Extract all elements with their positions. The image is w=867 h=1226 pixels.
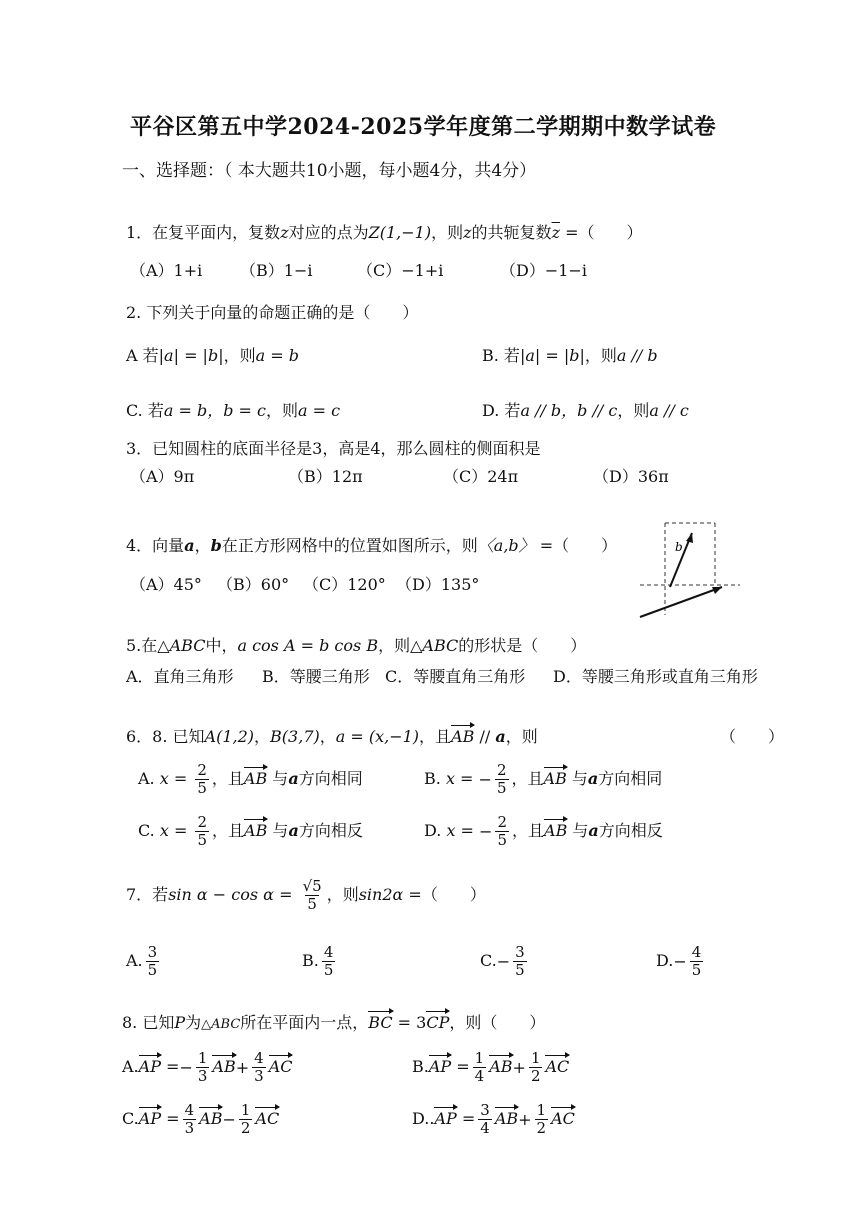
question-1-option-b: （B）1−i — [240, 261, 313, 280]
question-6-stem: 6．8. 已知A(1,2)，B(3,7)，a = (x,−1)，且AB // a，则 — [126, 727, 538, 746]
question-5-stem: 5.在△ABC中，a cos A = b cos B，则△ABC的形状是（ ） — [126, 636, 587, 655]
question-8-option-d: D..AP = $\frac{3}{4}$ AB+ $\frac{1}{2}$ AC — [412, 1101, 575, 1137]
question-8-option-c: C.AP = $\frac{4}{3}$ AB− $\frac{1}{2}$ AC — [122, 1101, 280, 1137]
question-2-option-b: B. 若|a| = |b|，则a // b — [482, 346, 658, 365]
question-2-stem: 2. 下列关于向量的命题正确的是（ ） — [126, 303, 419, 322]
question-8-option-a: A.AP =− $\frac{1}{3}$ AB+ $\frac{4}{3}$ AC — [122, 1049, 293, 1085]
question-2-option-c: C. 若a = b，b = c，则a = c — [126, 401, 341, 420]
vector-a-arrow — [640, 587, 722, 617]
question-7-option-d: D.− $\frac{4}{5}$ — [656, 943, 702, 979]
question-1-option-a: （A）1+i — [130, 261, 203, 280]
question-8-stem: 8. 已知P为△ABC所在平面内一点，BC = 3CP，则（ ） — [122, 1013, 546, 1032]
question-1-option-c: （C）−1+i — [357, 261, 444, 280]
question-2-option-d: D. 若a // b，b // c，则a // c — [482, 401, 689, 420]
question-4-option-c: （C）120° — [303, 575, 386, 594]
question-5-option-a: A．直角三角形 — [126, 667, 234, 686]
section-heading: 一、选择题：（ 本大题共10小题，每小题4分，共4分） — [122, 161, 537, 181]
question-8-option-b: B.AP = $\frac{1}{4}$ AB+ $\frac{1}{2}$ AC — [412, 1049, 570, 1085]
question-5-option-d: D．等腰三角形或直角三角形 — [553, 667, 758, 686]
question-4-option-b: （B）60° — [217, 575, 290, 594]
exam-title: 平谷区第五中学2024-2025学年度第二学期期中数学试卷 — [130, 114, 717, 140]
question-6-option-b: B. x = − $\frac{2}{5}$ ，且AB 与a方向相同 — [424, 761, 663, 797]
question-7-option-b: B. $\frac{4}{5}$ — [302, 943, 334, 979]
question-7-option-a: A. $\frac{3}{5}$ — [126, 943, 158, 979]
question-3-option-b: （B）12π — [288, 467, 363, 486]
question-4-stem: 4．向量a，b在正方形网格中的位置如图所示，则〈a,b〉 =（ ） — [126, 536, 618, 555]
question-1-option-d: （D）−1−i — [500, 261, 587, 280]
question-7-option-c: C.− $\frac{3}{5}$ — [480, 943, 525, 979]
question-3-stem: 3．已知圆柱的底面半径是3，高是4，那么圆柱的侧面积是 — [126, 439, 541, 458]
question-6-option-a: A. x = $\frac{2}{5}$ ，且AB 与a方向相同 — [138, 761, 363, 797]
vector-b-label: b — [675, 540, 683, 554]
vector-grid-figure — [630, 515, 750, 630]
question-1-stem: 1．在复平面内，复数z对应的点为Z(1,−1)，则z的共轭复数$\overline{z}$ =（ ） — [126, 223, 643, 242]
question-7-stem: 7．若sin α − cos α = $\frac{√5}{5}$ ，则sin2α =（ ） — [126, 877, 486, 913]
question-4-option-a: （A）45° — [130, 575, 202, 594]
question-5-option-b: B．等腰三角形 — [262, 667, 370, 686]
question-6-answer-paren: （ ） — [720, 727, 785, 746]
question-4-option-d: （D）135° — [396, 575, 480, 594]
question-2-option-a: A 若|a| = |b|，则a = b — [126, 346, 299, 365]
question-6-option-c: C. x = $\frac{2}{5}$ ，且AB 与a方向相反 — [138, 813, 363, 849]
question-5-option-c: C．等腰直角三角形 — [385, 667, 526, 686]
question-3-option-d: （D）36π — [593, 467, 669, 486]
question-3-option-c: （C）24π — [443, 467, 519, 486]
question-3-option-a: （A）9π — [130, 467, 195, 486]
question-6-option-d: D. x = − $\frac{2}{5}$ ，且AB 与a方向相反 — [424, 813, 663, 849]
